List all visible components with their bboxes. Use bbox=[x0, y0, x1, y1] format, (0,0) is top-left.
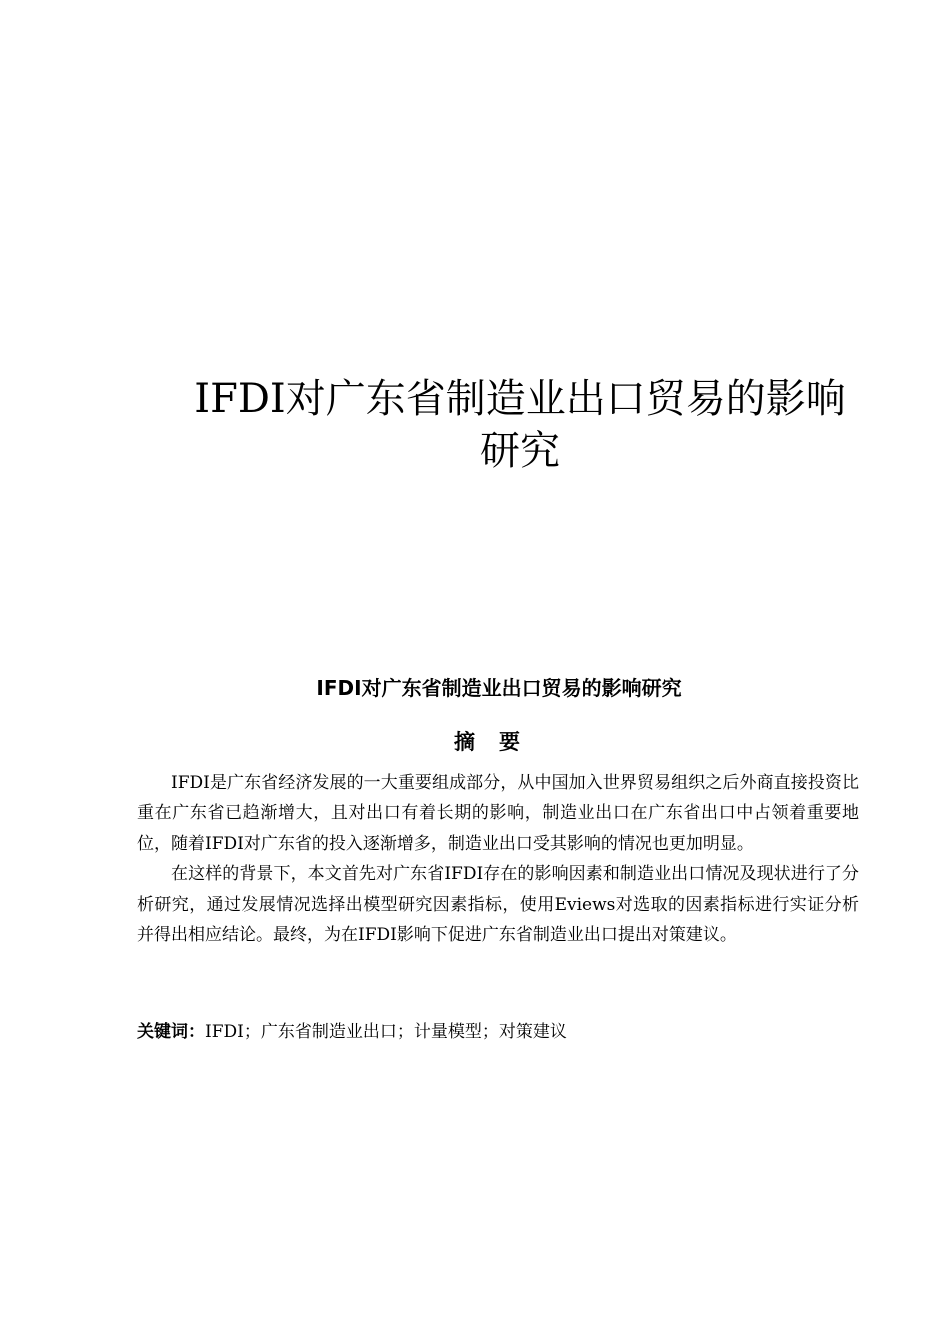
keywords-label: 关键词： bbox=[137, 1022, 205, 1042]
keywords-text: IFDI；广东省制造业出口；计量模型；对策建议 bbox=[205, 1022, 567, 1042]
cover-title bbox=[140, 373, 900, 477]
abstract-paragraph-2: 在这样的背景下，本文首先对广东省IFDI存在的影响因素和制造业出口情况及现状进行了分析研究，通过发展情况选择出模型研究因素指标，使用Eviews对选取的因素指标进行实证分析并得出相应结论。最终，为在IFDI影响下促进广东省制造业出口提出对策建议。 bbox=[137, 864, 859, 946]
cover-title-line-2: 研究 bbox=[480, 427, 560, 474]
cover-title-line-1: IFDI对广东省制造业出口贸易的影响 bbox=[194, 375, 846, 422]
abstract-paragraph-1: IFDI是广东省经济发展的一大重要组成部分，从中国加入世界贸易组织之后外商直接投资比重在广东省已趋渐增大，且对出口有着长期的影响，制造业出口在广东省出口中占领着重要地位，随着IFDI对广东省的投入逐渐增多，制造业出口受其影响的情况也更加明显。 bbox=[137, 773, 859, 854]
abstract-title: IFDI对广东省制造业出口贸易的影响研究 bbox=[316, 676, 682, 700]
abstract-heading: 摘要 bbox=[454, 730, 544, 754]
keywords-line bbox=[137, 1018, 859, 1046]
abstract-body bbox=[137, 768, 859, 950]
